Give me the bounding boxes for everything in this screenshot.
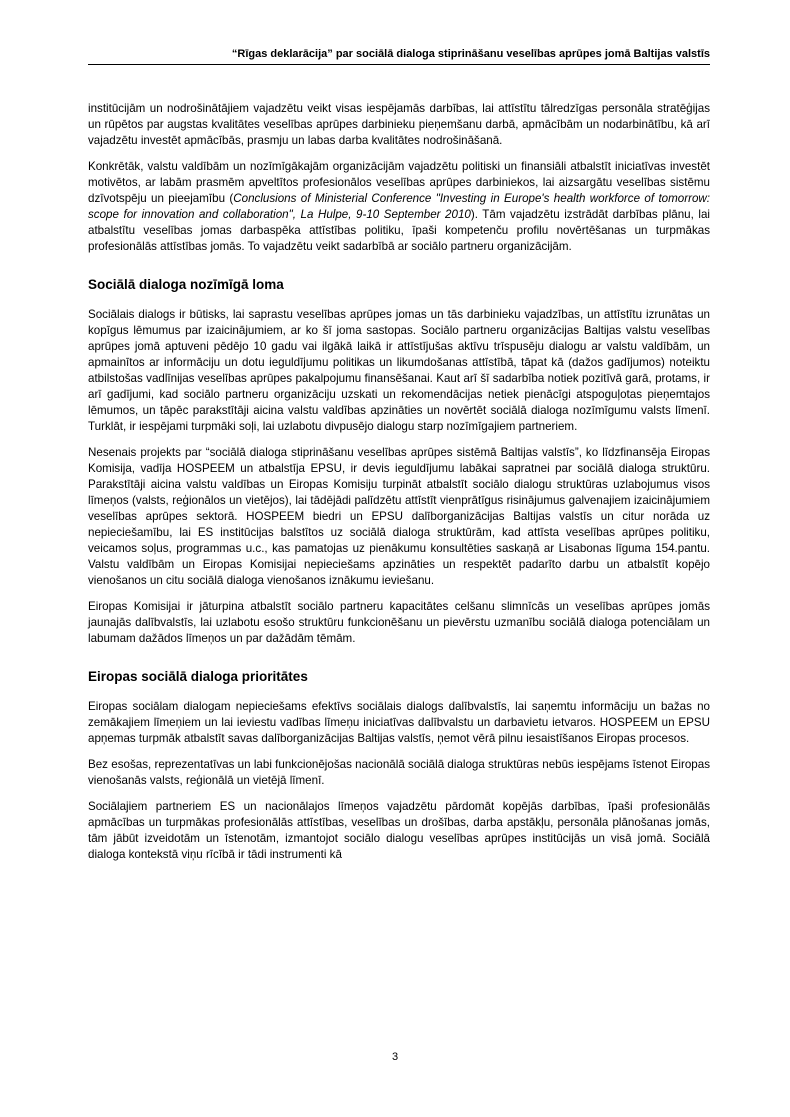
document-body bbox=[88, 101, 710, 863]
paragraph-6: Eiropas sociālam dialogam nepieciešams efektīvs sociālais dialogs dalībvalstīs, lai saņemtu informāciju un bažas no zemākajiem līmeņiem un lai ieviestu vadības līmeņu iniciatīvas dalībvalstu un darbavietu ietvaros. HOSPEEM un EPSU apņemas turpmāk atbalstīt savas dalīborganizācijas Baltijas valstīs, ņemot vērā pilnu iesaistīšanos Eiropas procesos. bbox=[88, 700, 710, 745]
section-heading-2: Eiropas sociālā dialoga prioritātes bbox=[88, 669, 308, 684]
paragraph-5: Eiropas Komisijai ir jāturpina atbalstīt sociālo partneru kapacitātes celšanu slimnīcās un veselības aprūpes jomās jaunajās dalībvalstīs, lai uzlabotu esošo struktūru funkcionēšanu un pievērstu uzmanību sociālā dialoga potenciālam un labumam dažādos līmeņos un par dažādām tēmām. bbox=[88, 600, 710, 645]
page-header bbox=[88, 48, 710, 65]
header-title: “Rīgas deklarācija” par sociālā dialoga stiprināšanu veselības aprūpes jomā Baltijas valstīs bbox=[231, 48, 710, 60]
paragraph-2-text-pre: Konkrētāk, valstu valdībām un nozīmīgākajām organizācijām vajadzētu politiski un finansiāli atbalstīt iniciatīvas investēt motivētos, ar labām prasmēm apveltītos profesionālos veselības aprūpes darbiniekos, lai aizsargātu veselības sistēmu dzīvotspēju un pieejamību ( bbox=[88, 160, 710, 205]
paragraph-4: Nesenais projekts par “sociālā dialoga stiprināšanu veselības aprūpes sistēmā Baltijas valstīs”, ko līdzfinansēja Eiropas Komisija, vadīja HOSPEEM un atbalstīja EPSU, ir devis ieguldījumu labākai sapratnei par sociālā dialoga struktūru. Parakstītāji aicina valstu valdības un Eiropas Komisiju turpināt atbalstīt sociālo dialogu struktūras uzlabojumus visos līmeņos (valsts, reģionālos un vietējos), lai tādējādi palīdzētu attīstīt vienprātīgus risinājumus galvenajiem izaicinājumiem veselības aprūpes sektorā. HOSPEEM biedri un EPSU dalīborganizācijas Baltijas valstīs un citur norāda uz nepieciešamību, lai ES institūcijas balstītos uz sociālā dialoga struktūrām, kad attīsta veselības aprūpes politiku, veicamos soļus, programmas u.c., kas pamatojas uz pienākumu konsultēties saskaņā ar Lisabonas līguma 154.pantu. Valstu valdībām un Eiropas Komisijai nepieciešams apzināties un respektēt padarīto darbu un atbalstīt kopējo vienošanos un citu sociālā dialoga vienošanos iznākumu ieviešanu. bbox=[88, 446, 710, 587]
paragraph-2-text-post: ). Tām vajadzētu izstrādāt darbības plānu, lai atbalstītu veselības jomas darbaspēka attīstības politiku, īpaši kompetenču profilu novērtēšanas un turpmākas profesionālās attīstības jomās. To vajadzētu veikt sadarbībā ar sociālo partneru organizācijām. bbox=[88, 208, 710, 253]
section-heading-1: Sociālā dialoga nozīmīgā loma bbox=[88, 277, 284, 292]
page-number: 3 bbox=[391, 1051, 399, 1063]
paragraph-2 bbox=[88, 159, 710, 255]
paragraph-8: Sociālajiem partneriem ES un nacionālajos līmeņos vajadzētu pārdomāt kopējās darbības, īpaši profesionālās apmācības un turpmākas profesionālās attīstības, veselības un drošības, darba apstākļu, personāla plānošanas jomās, tām jābūt izveidotām un īstenotām, izmantojot sociālo dialogu veselības aprūpes institūcijās un visā jomā. Sociālā dialoga kontekstā viņu rīcībā ir tādi instrumenti kā bbox=[88, 800, 710, 861]
citation-italic-text: Conclusions of Ministerial Conference "Investing in Europe's health workforce of tomorrow: scope for innovation and collaboration", La Hulpe, 9-10 September 2010 bbox=[88, 192, 710, 221]
paragraph-3: Sociālais dialogs ir būtisks, lai saprastu veselības aprūpes jomas un tās darbinieku vajadzības, un attīstītu izrunātas un kopīgus lēmumus par izaicinājumiem, ar ko šī joma sastopas. Sociālo partneru organizācijas Baltijas valstu veselības aprūpes jomā aptuveni pēdējo 10 gadu vai ilgākā laikā ir attīstījušas aktīvu trīspusēju dialogu ar valstu valdībām, un apmainītos ar informāciju un dotu ieguldījumu politikas un likumdošanas attīstībā, tāpat kā (dažos gadījumos) noteiktu atbilstošas vadlīnijas veselības aprūpes pakalpojumu finansēšanai. Kaut arī šī sadarbība notiek pozitīvā garā, protams, ir arī gadījumi, kad sociālo partneru organizāciju uzskati un rekomendācijas netiek pienācīgi atspoguļotas pieņemtajos lēmumos, un tāpēc parakstītāji aicina valstu valdības apzināties un novērtēt sociālā dialoga nozīmīgumu valsts līmenī. Turklāt, ir iespējami turpmāki soļi, lai uzlabotu divpusējo dialogu starp nozīmīgajiem partneriem. bbox=[88, 308, 710, 433]
paragraph-7: Bez esošas, reprezentatīvas un labi funkcionējošas nacionālā sociālā dialoga struktūras nebūs iespējams īstenot Eiropas vienošanās valsts, reģionālā un vietējā līmenī. bbox=[88, 758, 710, 787]
paragraph-1: institūcijām un nodrošinātājiem vajadzētu veikt visas iespējamās darbības, lai attīstītu tālredzīgas personāla stratēģijas un rūpētos par augstas kvalitātes veselības aprūpes darbinieku pieņemšanu darbā, apmācībām un nodarbinātību, kā arī vajadzētu investēt apmācībās, prasmju un labas darba kvalitātes nodrošināšanā. bbox=[88, 102, 710, 147]
